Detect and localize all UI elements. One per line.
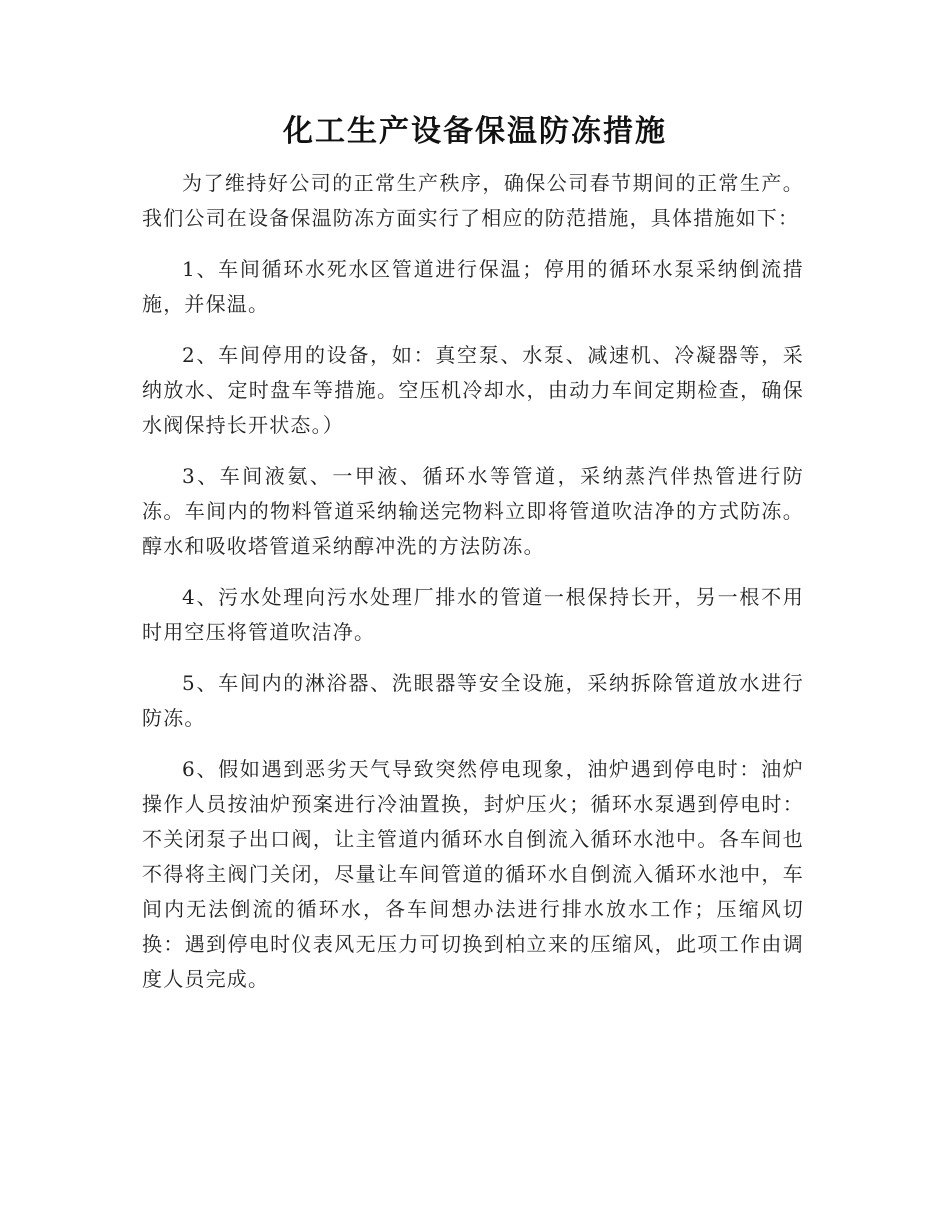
intro-paragraph: 为了维持好公司的正常生产秩序，确保公司春节期间的正常生产。我们公司在设备保温防冻方面实行了相应的防范措施，具体措施如下： xyxy=(142,171,804,230)
measure-paragraph-2: 2、车间停用的设备，如：真空泵、水泵、减速机、冷凝器等，采纳放水、定时盘车等措施。空压机冷却水，由动力车间定期检查，确保水阀保持长开状态。） xyxy=(142,343,804,437)
measure-paragraph-6: 6、假如遇到恶劣天气导致突然停电现象，油炉遇到停电时：油炉操作人员按油炉预案进行冷油置换，封炉压火；循环水泵遇到停电时：不关闭泵子出口阀，让主管道内循环水自倒流入循环水池中。各车间也不得将主阀门关闭，尽量让车间管道的循环水自倒流入循环水池中，车间内无法倒流的循环水，各车间想办法进行排水放水工作；压缩风切换：遇到停电时仪表风无压力可切换到柏立来的压缩风，此项工作由调度人员完成。 xyxy=(142,757,804,991)
measure-paragraph-5: 5、车间内的淋浴器、洗眼器等安全设施，采纳拆除管道放水进行防冻。 xyxy=(142,671,804,730)
document-body xyxy=(142,166,804,1013)
measure-paragraph-4: 4、污水处理向污水处理厂排水的管道一根保持长开，另一根不用时用空压将管道吹洁净。 xyxy=(142,585,804,644)
measure-paragraph-1: 1、车间循环水死水区管道进行保温；停用的循环水泵采纳倒流措施，并保温。 xyxy=(142,257,804,316)
measure-paragraph-3: 3、车间液氨、一甲液、循环水等管道，采纳蒸汽伴热管进行防冻。车间内的物料管道采纳输送完物料立即将管道吹洁净的方式防冻。醇水和吸收塔管道采纳醇冲洗的方法防冻。 xyxy=(142,464,804,558)
document-title: 化工生产设备保温防冻措施 xyxy=(283,114,667,149)
